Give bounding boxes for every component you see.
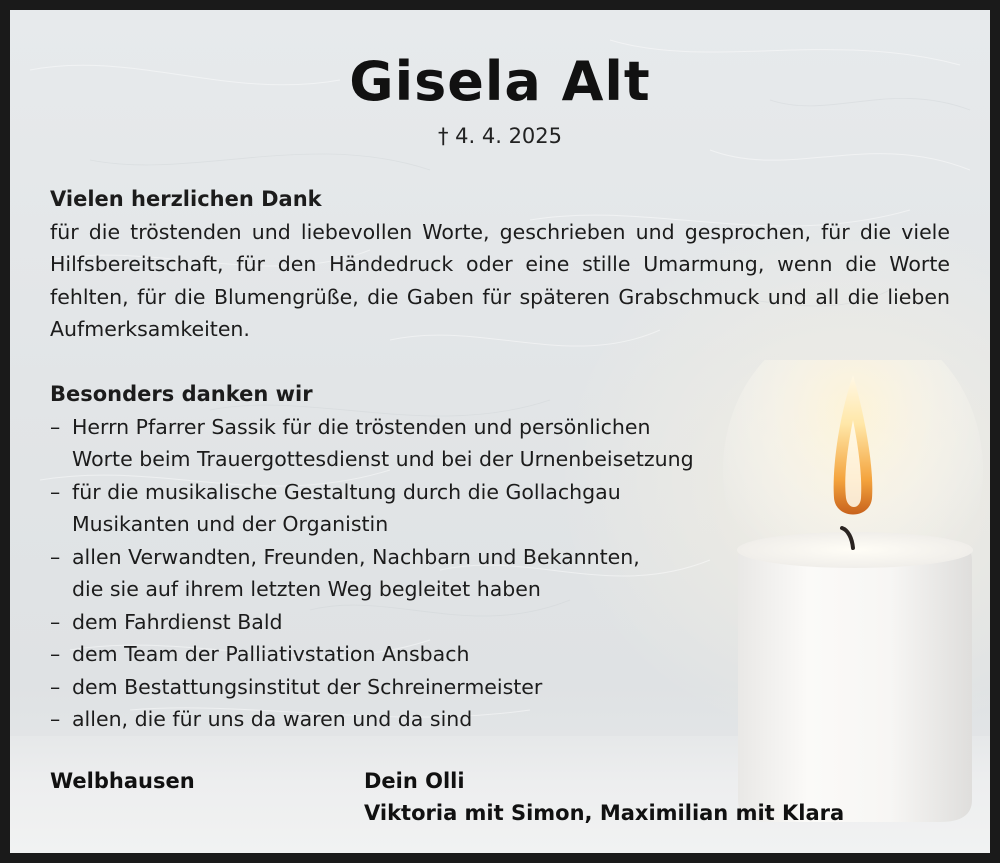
signature-line-2: Viktoria mit Simon, Maximilian mit Klara xyxy=(364,801,845,825)
list-item-continuation: Worte beim Trauergottesdienst und bei der Urnenbeisetzung xyxy=(72,447,694,471)
special-thanks-list xyxy=(50,411,950,736)
list-item-continuation: die sie auf ihrem letzten Weg begleitet haben xyxy=(72,577,541,601)
special-thanks-section xyxy=(50,378,950,736)
list-item: – allen, die für uns da waren und da sind xyxy=(50,703,950,736)
thanks-section xyxy=(50,183,950,346)
list-item: – allen Verwandten, Freunden, Nachbarn und Bekannten, xyxy=(50,541,950,574)
list-item-continuation: Musikanten und der Organistin xyxy=(72,512,389,536)
list-item: – Herrn Pfarrer Sassik für die tröstenden und persönlichen xyxy=(50,411,950,444)
list-item: – für die musikalische Gestaltung durch die Gollachgau xyxy=(50,476,950,509)
thanks-heading: Vielen herzlichen Dank xyxy=(50,187,322,211)
special-thanks-heading: Besonders danken wir xyxy=(50,382,313,406)
signature-place: Welbhausen xyxy=(50,769,195,793)
death-date: † 4. 4. 2025 xyxy=(437,124,563,148)
deceased-name: Gisela Alt xyxy=(349,50,651,113)
list-item: – dem Bestattungsinstitut der Schreinermeister xyxy=(50,671,950,704)
list-item: – dem Fahrdienst Bald xyxy=(50,606,950,639)
list-item: – dem Team der Palliativstation Ansbach xyxy=(50,638,950,671)
thanks-body: für die tröstenden und liebevollen Worte, geschrieben und gesprochen, für die viele Hilfsbereitschaft, für den Händedruck oder eine stille Umarmung, wenn die Worte fehlten, für die Blumengrüße, die Gaben für späteren Grabschmuck und all die lieben Aufmerksamkeiten. xyxy=(50,219,950,341)
signature-line-1: Dein Olli xyxy=(364,769,465,793)
